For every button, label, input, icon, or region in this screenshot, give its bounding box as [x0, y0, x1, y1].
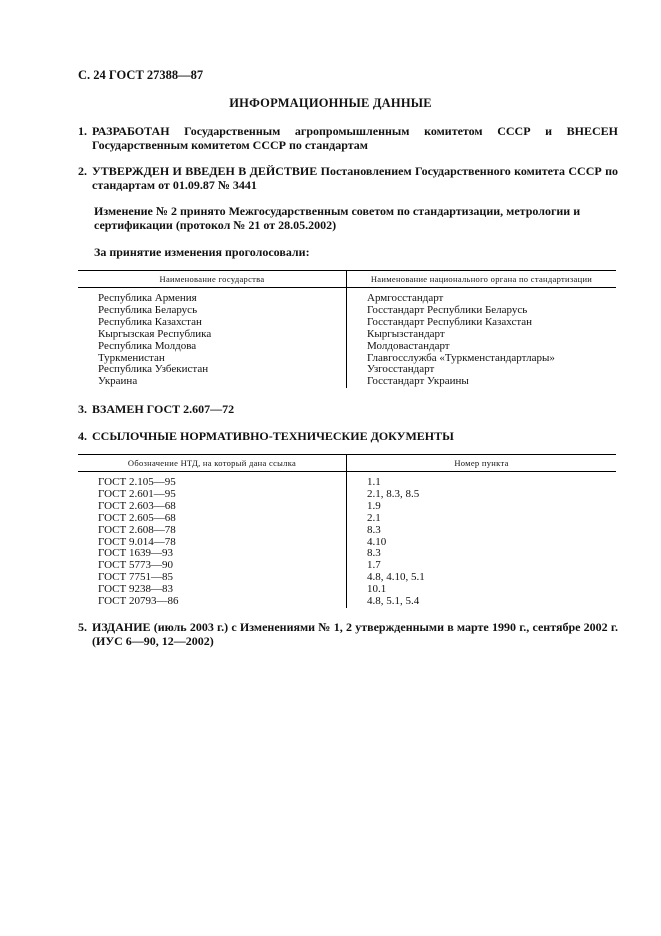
item-3 [78, 402, 618, 416]
table-cell: Туркменистан [78, 353, 347, 365]
table-cell: 4.10 [367, 535, 387, 548]
table-cell: 8.3 [367, 523, 381, 536]
column-header: Обозначение НТД, на который дана ссылка [78, 455, 347, 472]
table-row [78, 501, 616, 513]
table-row [78, 329, 616, 341]
table-cell: 1.7 [367, 559, 381, 572]
amendment-note: Изменение № 2 принято Межгосударственным советом по стандартизации, метрологии и сертификации (протокол № 21 от 28.05.2002) [94, 204, 581, 232]
table-row [78, 376, 616, 388]
table-cell: ГОСТ 7751—85 [78, 572, 347, 584]
item-text: ИЗДАНИЕ (июль 2003 г.) с Изменениями № 1, 2 утвержденными в марте 1990 г., сентябре 2002 г. (ИУС 6—90, 12—2002) [92, 620, 618, 648]
table-row [78, 341, 616, 353]
item-text: ССЫЛОЧНЫЕ НОРМАТИВНО-ТЕХНИЧЕСКИЕ ДОКУМЕНТЫ [92, 429, 454, 443]
item-number: 5. [78, 620, 87, 634]
item-1 [78, 124, 618, 152]
table-cell: Госстандарт Республики Беларусь [367, 303, 528, 316]
table-cell: Госстандарт Республики Казахстан [367, 315, 533, 328]
table-cell: Кыргызская Республика [78, 329, 347, 341]
table-cell: Украина [78, 376, 347, 388]
table-cell: 4.8, 4.10, 5.1 [367, 571, 425, 584]
table-cell: ГОСТ 5773—90 [78, 560, 347, 572]
item-number: 4. [78, 429, 87, 443]
table-cell: Республика Беларусь [78, 305, 347, 317]
table-cell: 1.1 [367, 476, 381, 488]
item-number: 3. [78, 402, 87, 416]
item-number: 2. [78, 164, 87, 178]
table-cell: 2.1 [367, 511, 381, 524]
table-cell: Госстандарт Украины [367, 375, 469, 388]
table-cell: ГОСТ 2.608—78 [78, 525, 347, 537]
table-cell: 1.9 [367, 499, 381, 512]
references-table [78, 454, 616, 608]
item-2 [78, 164, 618, 192]
table-cell: ГОСТ 1639—93 [78, 548, 347, 560]
table-cell: Кыргызстандарт [367, 327, 445, 340]
states-table [78, 270, 616, 388]
table-cell: ГОСТ 2.605—68 [78, 513, 347, 525]
item-number: 1. [78, 124, 87, 138]
table-cell: Республика Молдова [78, 341, 347, 353]
column-header: Номер пункта [347, 455, 617, 472]
table-row [78, 596, 616, 608]
table-row [78, 317, 616, 329]
item-text: ВЗАМЕН ГОСТ 2.607—72 [92, 402, 235, 416]
item-4 [78, 429, 618, 443]
table-row [78, 288, 616, 305]
table-cell: 2.1, 8.3, 8.5 [367, 487, 420, 500]
table-cell: 10.1 [367, 583, 387, 596]
column-header: Наименование государства [78, 271, 347, 288]
table-row [78, 525, 616, 537]
table-row [78, 364, 616, 376]
table-cell: Узгосстандарт [367, 363, 435, 376]
page-title: ИНФОРМАЦИОННЫЕ ДАННЫЕ [229, 96, 432, 110]
page-header: С. 24 ГОСТ 27388—87 [78, 68, 204, 82]
table-cell: Республика Казахстан [78, 317, 347, 329]
item-5 [78, 620, 618, 648]
table-cell: ГОСТ 2.105—95 [78, 472, 347, 489]
table-cell: ГОСТ 2.601—95 [78, 489, 347, 501]
table-cell: ГОСТ 20793—86 [78, 596, 347, 608]
table-header-row [78, 455, 616, 472]
item-text: УТВЕРЖДЕН И ВВЕДЕН В ДЕЙСТВИЕ Постановлением Государственного комитета СССР по стандартам от 01.09.87 № 3441 [92, 164, 618, 192]
item-text: РАЗРАБОТАН Государственным агропромышленным комитетом СССР и ВНЕСЕН Государственным комитетом СССР по стандартам [92, 124, 618, 152]
table-cell: Республика Армения [78, 288, 347, 305]
table-header-row [78, 271, 616, 288]
table-cell: Республика Узбекистан [78, 364, 347, 376]
vote-label: За принятие изменения проголосовали: [94, 245, 310, 259]
table-cell: ГОСТ 9238—83 [78, 584, 347, 596]
table-cell: 4.8, 5.1, 5.4 [367, 595, 420, 608]
table-cell: ГОСТ 9.014—78 [78, 537, 347, 549]
table-cell: Главгосслужба «Туркменстандартлары» [367, 351, 555, 364]
column-header: Наименование национального органа по стандартизации [347, 271, 617, 288]
table-cell: Армгосстандарт [367, 292, 444, 304]
table-row [78, 513, 616, 525]
table-cell: 8.3 [367, 547, 381, 560]
table-cell: ГОСТ 2.603—68 [78, 501, 347, 513]
table-row [78, 472, 616, 489]
table-cell: Молдовастандарт [367, 339, 450, 352]
